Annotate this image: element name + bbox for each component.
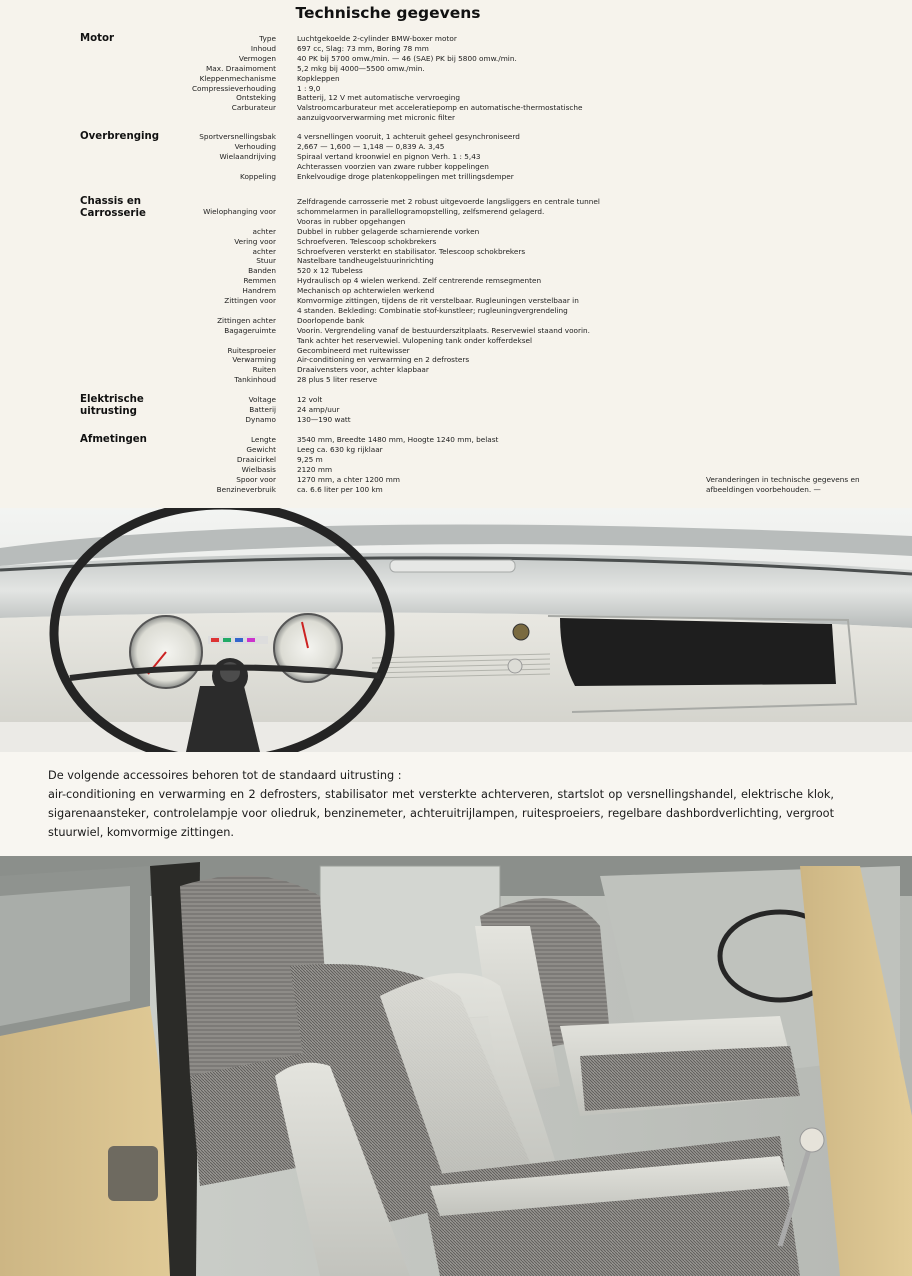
spec-value: Kopkleppen <box>297 73 340 83</box>
spec-value: Doorlopende bank <box>297 315 365 325</box>
spec-row <box>0 286 912 296</box>
spec-label: Batterij <box>249 404 276 414</box>
spec-value: Vooras in rubber opgehangen <box>297 216 406 226</box>
spec-value: schommelarmen in parallellogramopstelling, zelfsmerend gelagerd. <box>297 206 545 216</box>
spec-label: Stuur <box>256 256 276 266</box>
spec-row <box>0 415 912 425</box>
spec-row <box>0 237 912 247</box>
spec-value: Leeg ca. 630 kg rijklaar <box>297 444 383 454</box>
spec-row <box>0 74 912 84</box>
spec-row <box>0 276 912 286</box>
spec-row <box>0 365 912 375</box>
spec-row <box>0 64 912 74</box>
spec-value: 130—190 watt <box>297 414 351 424</box>
spec-value: Valstroomcarburateur met acceleratiepomp en automatische-thermostatische <box>297 103 583 113</box>
spec-value: Voorin. Vergrendeling vanaf de bestuurderszitplaats. Reservewiel staand voorin. <box>297 325 590 335</box>
spec-label: Vering voor <box>234 236 276 246</box>
spec-row <box>0 34 912 44</box>
spec-row <box>0 346 912 356</box>
spec-label: Wielaandrijving <box>219 151 276 161</box>
spec-value: 40 PK bij 5700 omw./min. — 46 (SAE) PK bij 5800 omw./min. <box>297 53 517 63</box>
spec-row <box>0 395 912 405</box>
spec-row <box>0 172 912 182</box>
spec-row <box>0 266 912 276</box>
spec-value: Schroefveren. Telescoop schokbrekers <box>297 236 437 246</box>
spec-row <box>0 162 912 172</box>
spec-row <box>0 103 912 113</box>
spec-row <box>0 296 912 306</box>
section-title: Overbrenging <box>80 131 160 142</box>
spec-label: Spoor voor <box>236 474 276 484</box>
spec-label: Zittingen voor <box>224 296 276 305</box>
spec-row <box>0 84 912 94</box>
spec-label: Wielbasis <box>241 464 276 474</box>
spec-label: Wielophanging voor <box>203 206 276 216</box>
spec-label: Remmen <box>243 276 276 286</box>
spec-label: Sportversnellingsbak <box>199 132 276 141</box>
spec-label: Lengte <box>250 435 276 444</box>
spec-value: Zelfdragende carrosserie met 2 robust uitgevoerde langsliggers en centrale tunnel <box>297 197 600 206</box>
spec-value: 9,25 m <box>297 454 323 464</box>
spec-label: Bagageruimte <box>224 325 276 335</box>
spec-row <box>0 247 912 257</box>
spec-value: 520 x 12 Tubeless <box>297 266 363 276</box>
spec-value: 697 cc, Slag: 73 mm, Boring 78 mm <box>297 43 429 53</box>
spec-row <box>0 142 912 152</box>
spec-value: Batterij, 12 V met automatische vervroeging <box>297 93 461 103</box>
spec-value: Komvormige zittingen, tijdens de rit verstelbaar. Rugleuningen verstelbaar in <box>297 296 579 305</box>
accessories-block <box>0 752 912 856</box>
accessories-intro: De volgende accessoires behoren tot de standaard uitrusting : <box>48 769 402 782</box>
spec-label: Inhoud <box>250 43 276 53</box>
spec-value: Draaivensters voor, achter klapbaar <box>297 365 429 375</box>
spec-row <box>0 326 912 336</box>
spec-label: achter <box>252 246 276 256</box>
spec-value: 4 versnellingen vooruit, 1 achteruit geheel gesynchroniseerd <box>297 132 520 141</box>
spec-value: Air-conditioning en verwarming en 2 defrosters <box>297 355 470 365</box>
spec-label: Gewicht <box>246 444 276 454</box>
spec-row <box>0 44 912 54</box>
spec-label: Koppeling <box>240 171 276 181</box>
spec-label: Ontsteking <box>236 93 276 103</box>
spec-value: Schroefveren versterkt en stabilisator. Telescoop schokbrekers <box>297 246 526 256</box>
spec-row <box>0 227 912 237</box>
spec-value: 4 standen. Bekleding: Combinatie stof-kunstleer; rugleuningvergrendeling <box>297 305 568 315</box>
spec-row <box>0 435 912 445</box>
spec-label: Tankinhoud <box>234 375 276 385</box>
spec-label: Banden <box>248 266 276 276</box>
spec-label: Kleppenmechanisme <box>199 73 276 83</box>
spec-row <box>0 405 912 415</box>
spec-label: achter <box>252 226 276 236</box>
page-title: Technische gegevens <box>295 4 481 22</box>
spec-row <box>0 152 912 162</box>
spec-row <box>0 306 912 316</box>
spec-label: Benzineverbruik <box>216 484 276 494</box>
spec-value: 2,667 — 1,600 — 1,148 — 0,839 A. 3,45 <box>297 141 445 151</box>
spec-value: Hydraulisch op 4 wielen werkend. Zelf centrerende remsegmenten <box>297 276 542 286</box>
spec-label: Verwarming <box>232 355 276 365</box>
spec-value: 24 amp/uur <box>297 404 340 414</box>
spec-label: Vermogen <box>238 53 276 63</box>
interior-seats-photo <box>0 856 912 1276</box>
spec-row <box>0 375 912 385</box>
spec-label: Dynamo <box>245 414 276 424</box>
disclaimer-note: Veranderingen in technische gegevens en afbeeldingen voorbehouden. — <box>706 475 860 494</box>
spec-row <box>0 455 912 465</box>
spec-value: 2120 mm <box>297 464 333 474</box>
spec-label: Max. Draaimoment <box>206 63 276 73</box>
spec-row <box>0 93 912 103</box>
spec-row <box>0 445 912 455</box>
spec-value: 1 : 9,0 <box>297 83 321 93</box>
spec-label: Voltage <box>248 395 276 404</box>
spec-label: Ruiten <box>252 365 276 375</box>
spec-value: 3540 mm, Breedte 1480 mm, Hoogte 1240 mm, belast <box>297 435 499 444</box>
spec-row <box>0 336 912 346</box>
spec-row <box>0 54 912 64</box>
spec-value: 5,2 mkg bij 4000—5500 omw./min. <box>297 63 425 73</box>
dashboard-photo <box>0 508 912 752</box>
spec-value: Luchtgekoelde 2-cylinder BMW-boxer motor <box>297 34 457 43</box>
spec-label: Compressieverhouding <box>191 83 276 93</box>
spec-value: 28 plus 5 liter reserve <box>297 375 378 385</box>
section-title: Elektrische uitrusting <box>80 394 144 417</box>
spec-value: Dubbel in rubber gelagerde scharnierende vorken <box>297 226 480 236</box>
spec-value: 1270 mm, a chter 1200 mm <box>297 474 400 484</box>
spec-value: Enkelvoudige droge platenkoppelingen met trillingsdemper <box>297 171 514 181</box>
spec-label: Carburateur <box>231 103 276 113</box>
spec-value: Nastelbare tandheugelstuurinrichting <box>297 256 434 266</box>
spec-row <box>0 217 912 227</box>
spec-value: Achterassen voorzien van zware rubber koppelingen <box>297 161 489 171</box>
spec-label: Zittingen achter <box>217 315 276 325</box>
accessories-text <box>48 766 834 842</box>
spec-value: aanzuigvoorverwarming met micronic filter <box>297 113 455 123</box>
spec-value: Gecombineerd met ruitewisser <box>297 345 410 355</box>
accessories-list: air-conditioning en verwarming en 2 defrosters, stabilisator met versterkte achterveren, startslot op versnellingshandel, elektrische klok, sigarenaansteker, controlelampje voor oliedruk, benzinemeter, achteruitrijlampen, ruitesproeiers, regelbare dashbordverlichting, vergroot stuurwiel, komvormige zittingen. <box>48 788 834 839</box>
spec-label: Verhouding <box>234 141 276 151</box>
spec-label: Handrem <box>242 286 276 296</box>
spec-value: Spiraal vertand kroonwiel en pignon Verh. 1 : 5,43 <box>297 151 481 161</box>
spec-label: Ruitesproeier <box>227 345 276 355</box>
spec-row <box>0 113 912 123</box>
section-title: Motor <box>80 33 115 44</box>
section-title: Afmetingen <box>80 434 147 445</box>
spec-value: Tank achter het reservewiel. Vulopening tank onder kofferdeksel <box>297 335 533 345</box>
spec-value: 12 volt <box>297 395 323 404</box>
spec-label: Type <box>259 34 276 43</box>
spec-row <box>0 207 912 217</box>
spec-row <box>0 256 912 266</box>
section-title: Chassis en Carrosserie <box>80 196 146 219</box>
spec-value: ca. 6.6 liter per 100 km <box>297 484 383 494</box>
spec-row <box>0 465 912 475</box>
spec-row <box>0 132 912 142</box>
spec-row <box>0 316 912 326</box>
spec-row <box>0 355 912 365</box>
spec-row <box>0 197 912 207</box>
spec-label: Draaicirkel <box>236 454 276 464</box>
spec-value: Mechanisch op achterwielen werkend <box>297 286 435 296</box>
